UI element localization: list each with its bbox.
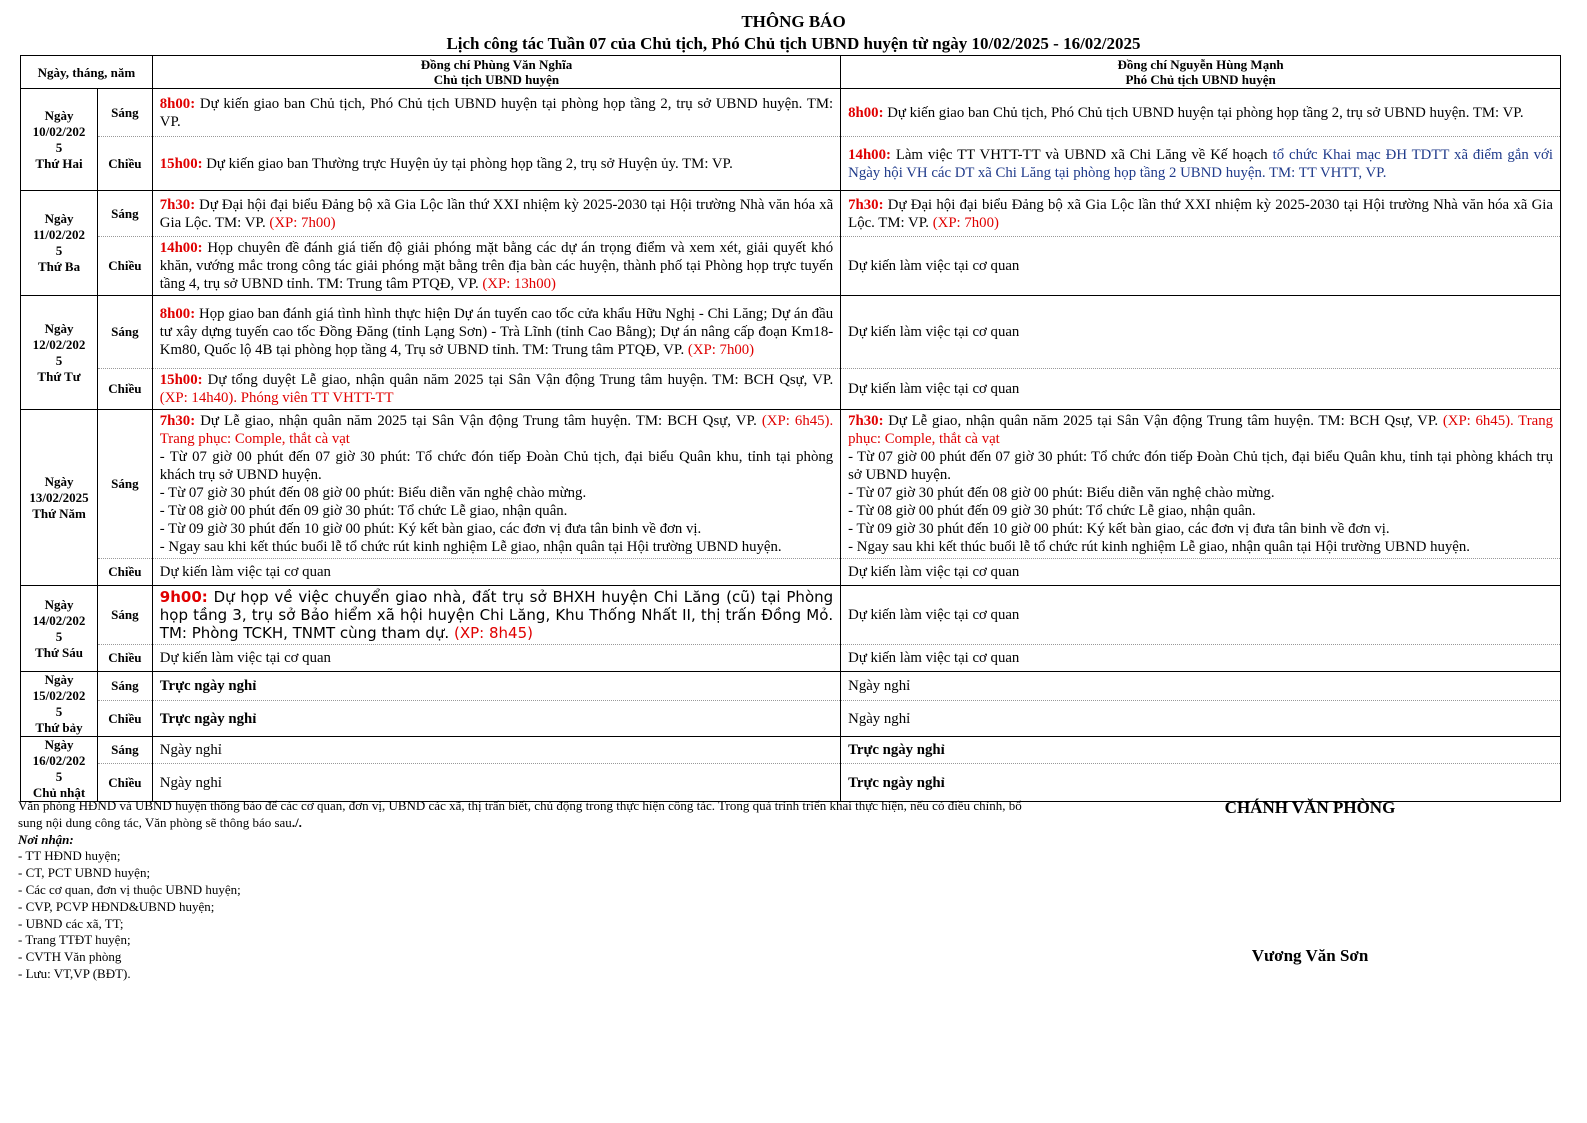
schedule-entry: Trực ngày nghỉ	[152, 701, 840, 737]
day-label: Ngày	[44, 596, 74, 612]
person2-name: Đồng chí Nguyễn Hùng Mạnh	[1117, 57, 1284, 72]
day-cell	[21, 737, 98, 802]
day-cell	[21, 296, 98, 410]
table-row	[21, 645, 1561, 672]
person2-role: Phó Chủ tịch UBND huyện	[1125, 72, 1276, 87]
table-row	[21, 737, 1561, 764]
day-date-cont: 5	[55, 769, 63, 784]
session-afternoon: Chiều	[98, 559, 153, 586]
day-date-cont: 5	[55, 243, 63, 258]
recipient-item: - Trang TTĐT huyện;	[18, 932, 131, 948]
day-label: Ngày	[44, 107, 74, 123]
session-afternoon: Chiều	[98, 701, 153, 737]
day-date: 13/02/2025	[29, 489, 89, 505]
day-date-cont: 5	[55, 704, 63, 719]
table-row	[21, 701, 1561, 737]
schedule-line: - Từ 07 giờ 30 phút đến 08 giờ 00 phút: Biểu diễn văn nghệ chào mừng.	[848, 485, 1275, 501]
day-label: Ngày	[44, 473, 74, 489]
recipient-item: - CT, PCT UBND huyện;	[18, 865, 151, 881]
day-cell	[21, 586, 98, 672]
schedule-entry: Ngày nghỉ	[841, 701, 1561, 737]
day-label: Ngày	[44, 672, 74, 687]
schedule-line: - Từ 08 giờ 00 phút đến 09 giờ 30 phút: Tổ chức Lễ giao, nhận quân.	[848, 503, 1256, 519]
schedule-entry: Dự kiến làm việc tại cơ quan	[841, 645, 1561, 672]
footer	[18, 798, 1048, 983]
schedule-entry: Ngày nghỉ	[152, 737, 840, 764]
schedule-entry: 7h30: Dự Lễ giao, nhận quân năm 2025 tại Sân Vận động Trung tâm huyện. TM: BCH Qsự, VP. (XP: 6h45). Trang phục: Comple, thắt cà vạt - Từ 07 giờ 00 phút đến 07 giờ 30 phút: Tổ chức đón tiếp Đoàn Chủ tịch, đại biểu Quân khu, tỉnh tại phòng khách trụ sở UBND huyện. - Từ 07 giờ 30 phút đến 08 giờ 00 phút: Biểu diễn văn nghệ chào mừng. - Từ 08 giờ 00 phút đến 09 giờ 30 phút: Tổ chức Lễ giao, nhận quân. - Từ 09 giờ 30 phút đến 10 giờ 00 phút: Ký kết bàn giao, các đơn vị đưa tân binh về đơn vị. - Ngay sau khi kết thúc buổi lễ tổ chức rút kinh nghiệm Lễ giao, nhận quân tại Hội trường UBND huyện.	[152, 410, 840, 559]
recipient-item: - CVTH Văn phòng	[18, 949, 122, 965]
table-row	[21, 672, 1561, 701]
schedule-entry: Ngày nghỉ	[152, 764, 840, 802]
page-subtitle: Lịch công tác Tuần 07 của Chủ tịch, Phó Chủ tịch UBND huyện từ ngày 10/02/2025 - 16/02/2025	[446, 34, 1141, 53]
schedule-entry: Dự kiến làm việc tại cơ quan	[841, 559, 1561, 586]
table-row	[21, 764, 1561, 802]
day-date-cont: 5	[55, 628, 63, 644]
schedule-line: - Từ 09 giờ 30 phút đến 10 giờ 00 phút: Ký kết bàn giao, các đơn vị đưa tân binh về đơn vị.	[848, 521, 1390, 537]
day-date: 10/02/202	[32, 123, 86, 139]
schedule-line: - Từ 08 giờ 00 phút đến 09 giờ 30 phút: Tổ chức Lễ giao, nhận quân.	[159, 503, 568, 519]
day-cell	[21, 672, 98, 737]
person2-column-header	[841, 56, 1561, 89]
session-afternoon: Chiều	[98, 645, 153, 672]
day-date: 16/02/202	[32, 753, 86, 768]
day-label: Ngày	[44, 320, 74, 336]
day-weekday: Thứ Năm	[32, 505, 86, 521]
signer-title: CHÁNH VĂN PHÒNG	[1224, 798, 1396, 817]
day-date: 11/02/202	[33, 227, 86, 242]
recipient-item: - TT HĐND huyện;	[18, 848, 121, 864]
recipient-item: - Các cơ quan, đơn vị thuộc UBND huyện;	[18, 881, 241, 897]
session-morning: Sáng	[98, 737, 153, 764]
schedule-entry: Trực ngày nghỉ	[841, 737, 1561, 764]
table-row	[21, 296, 1561, 369]
schedule-line: - Từ 07 giờ 30 phút đến 08 giờ 00 phút: Biểu diễn văn nghệ chào mừng.	[159, 485, 587, 501]
schedule-entry: 14h00: Họp chuyên đề đánh giá tiến độ giải phóng mặt bằng các dự án trọng điểm và xem xét, giải quyết khó khăn, vướng mắc trong công tác giải phóng mặt bằng trên địa bàn các huyện, thành phố tại Phòng họp trực tuyến tầng 4, trụ sở UBND tỉnh. TM: Trung tâm PTQĐ, VP. (XP: 13h00)	[152, 237, 840, 296]
recipients-title: Nơi nhận:	[18, 831, 74, 847]
schedule-entry: Dự kiến làm việc tại cơ quan	[152, 559, 840, 586]
schedule-entry: 7h30: Dự Lễ giao, nhận quân năm 2025 tại Sân Vận động Trung tâm huyện. TM: BCH Qsự, VP. (XP: 6h45). Trang phục: Comple, thắt cà vạt - Từ 07 giờ 00 phút đến 07 giờ 30 phút: Tổ chức đón tiếp Đoàn Chủ tịch, đại biểu Quân khu, tỉnh tại phòng khách trụ sở UBND huyện. - Từ 07 giờ 30 phút đến 08 giờ 00 phút: Biểu diễn văn nghệ chào mừng. - Từ 08 giờ 00 phút đến 09 giờ 30 phút: Tổ chức Lễ giao, nhận quân. - Từ 09 giờ 30 phút đến 10 giờ 00 phút: Ký kết bàn giao, các đơn vị đưa tân binh về đơn vị. - Ngay sau khi kết thúc buổi lễ tổ chức rút kinh nghiệm Lễ giao, nhận quân tại Hội trường UBND huyện.	[841, 410, 1561, 559]
schedule-entry: 14h00: Làm việc TT VHTT-TT và UBND xã Chi Lăng về Kế hoạch tổ chức Khai mạc ĐH TDTT xã điểm gắn với Ngày hội VH các DT xã Chi Lăng tại phòng họp tầng 2 UBND huyện. TM: TT VHTT, VP.	[841, 137, 1561, 191]
table-row	[21, 369, 1561, 410]
schedule-table	[20, 55, 1561, 802]
schedule-entry: Dự kiến làm việc tại cơ quan	[841, 369, 1561, 410]
schedule-entry: Trực ngày nghỉ	[152, 672, 840, 701]
table-row	[21, 410, 1561, 559]
schedule-line: - Ngay sau khi kết thúc buổi lễ tổ chức rút kinh nghiệm Lễ giao, nhận quân tại Hội trường UBND huyện.	[159, 539, 782, 555]
table-row	[21, 191, 1561, 237]
schedule-entry: 7h30: Dự Đại hội đại biểu Đảng bộ xã Gia Lộc lần thứ XXI nhiệm kỳ 2025-2030 tại Hội trường Nhà văn hóa xã Gia Lộc. TM: VP. (XP: 7h00)	[152, 191, 840, 237]
recipient-item: - Lưu: VT,VP (BĐT).	[18, 965, 131, 981]
session-afternoon: Chiều	[98, 764, 153, 802]
day-weekday: Thứ Ba	[37, 259, 81, 274]
schedule-entry: 8h00: Dự kiến giao ban Chủ tịch, Phó Chủ tịch UBND huyện tại phòng họp tầng 2, trụ sở UBND huyện. TM: VP.	[841, 89, 1561, 137]
person1-column-header	[152, 56, 840, 89]
session-morning: Sáng	[98, 191, 153, 237]
day-weekday: Thứ bảy	[35, 720, 83, 735]
schedule-line: - Ngay sau khi kết thúc buổi lễ tổ chức rút kinh nghiệm Lễ giao, nhận quân tại Hội trường UBND huyện.	[848, 539, 1470, 555]
day-date: 14/02/202	[32, 612, 86, 628]
table-row	[21, 586, 1561, 645]
schedule-entry: 8h00: Dự kiến giao ban Chủ tịch, Phó Chủ tịch UBND huyện tại phòng họp tầng 2, trụ sở UBND huyện. TM: VP.	[152, 89, 840, 137]
table-row	[21, 89, 1561, 137]
schedule-line: - Từ 09 giờ 30 phút đến 10 giờ 00 phút: Ký kết bàn giao, các đơn vị đưa tân binh về đơn vị.	[159, 521, 702, 537]
table-row	[21, 137, 1561, 191]
session-morning: Sáng	[98, 89, 153, 137]
session-morning: Sáng	[98, 410, 153, 559]
footer-note: Văn phòng HĐND và UBND huyện thông báo để các cơ quan, đơn vị, UBND các xã, thị trấn biết, chủ động trong thực hiện công tác. Trong quá trình triển khai thực hiện, nếu có điều chỉnh, bổ sung nội dung công tác, Văn phòng sẽ thông báo sau./.	[18, 798, 1022, 830]
schedule-entry: 7h30: Dự Đại hội đại biểu Đảng bộ xã Gia Lộc lần thứ XXI nhiệm kỳ 2025-2030 tại Hội trường Nhà văn hóa xã Gia Lộc. TM: VP. (XP: 7h00)	[841, 191, 1561, 237]
table-header-row	[21, 56, 1561, 89]
schedule-entry: 15h00: Dự tổng duyệt Lễ giao, nhận quân năm 2025 tại Sân Vận động Trung tâm huyện. TM: BCH Qsự, VP. (XP: 14h40). Phóng viên TT VHTT-TT	[152, 369, 840, 410]
person1-role: Chủ tịch UBND huyện	[433, 72, 560, 87]
table-row	[21, 559, 1561, 586]
schedule-line: - Từ 07 giờ 00 phút đến 07 giờ 30 phút: Tổ chức đón tiếp Đoàn Chủ tịch, đại biểu Quân khu, tỉnh tại phòng khách trụ sở UBND huyện.	[159, 449, 834, 483]
schedule-entry: 9h00: Dự họp về việc chuyển giao nhà, đất trụ sở BHXH huyện Chi Lăng (cũ) tại Phòng họp tầng 3, trụ sở Bảo hiểm xã hội huyện Chi Lăng, Khu Thống Nhất II, thị trấn Đồng Mỏ. TM: Phòng TCKH, TNMT cùng tham dự. (XP: 8h45)	[152, 586, 840, 645]
schedule-entry: 15h00: Dự kiến giao ban Thường trực Huyện ủy tại phòng họp tầng 2, trụ sở Huyện ủy. TM: VP.	[152, 137, 840, 191]
day-weekday: Thứ Tư	[37, 368, 81, 384]
page-title: THÔNG BÁO	[741, 12, 846, 31]
schedule-entry: Trực ngày nghỉ	[841, 764, 1561, 802]
day-weekday: Thứ Hai	[35, 155, 83, 171]
day-date: 12/02/202	[32, 336, 86, 352]
day-date: 15/02/202	[32, 688, 86, 703]
schedule-entry: Dự kiến làm việc tại cơ quan	[841, 296, 1561, 369]
schedule-entry: 8h00: Họp giao ban đánh giá tình hình thực hiện Dự án tuyến cao tốc cửa khẩu Hữu Nghị - Chi Lăng; Dự án đầu tư xây dựng tuyến cao tốc Đồng Đăng (tỉnh Lạng Sơn) - Trà Lĩnh (tỉnh Cao Bằng); Dự án nâng cấp đoạn Km18-Km80, Quốc lộ 4B tại phòng họp tầng 4, Trụ sở UBND tỉnh. TM: Trung tâm PTQĐ, VP. (XP: 7h00)	[152, 296, 840, 369]
session-morning: Sáng	[98, 672, 153, 701]
day-weekday: Thứ Sáu	[35, 644, 83, 660]
day-label: Ngày	[44, 737, 74, 752]
recipient-item: - CVP, PCVP HĐND&UBND huyện;	[18, 898, 215, 914]
day-date-cont: 5	[55, 139, 63, 155]
date-column-header: Ngày, tháng, năm	[21, 56, 153, 89]
session-morning: Sáng	[98, 586, 153, 645]
day-date-cont: 5	[55, 352, 63, 368]
signer-name: Vương Văn Sơn	[1251, 946, 1369, 965]
table-row	[21, 237, 1561, 296]
schedule-entry: Dự kiến làm việc tại cơ quan	[841, 237, 1561, 296]
schedule-line: - Từ 07 giờ 00 phút đến 07 giờ 30 phút: Tổ chức đón tiếp Đoàn Chủ tịch, đại biểu Quân khu, tỉnh tại phòng khách trụ sở UBND huyện.	[848, 449, 1553, 483]
session-afternoon: Chiều	[98, 237, 153, 296]
schedule-entry: Dự kiến làm việc tại cơ quan	[841, 586, 1561, 645]
schedule-entry: Dự kiến làm việc tại cơ quan	[152, 645, 840, 672]
day-label: Ngày	[44, 211, 74, 226]
session-afternoon: Chiều	[98, 137, 153, 191]
day-cell	[21, 410, 98, 586]
day-cell	[21, 191, 98, 296]
recipient-item: - UBND các xã, TT;	[18, 915, 124, 931]
session-afternoon: Chiều	[98, 369, 153, 410]
day-weekday: Chủ nhật	[32, 785, 86, 800]
session-morning: Sáng	[98, 296, 153, 369]
schedule-entry: Ngày nghỉ	[841, 672, 1561, 701]
person1-name: Đồng chí Phùng Văn Nghĩa	[420, 57, 573, 72]
day-cell	[21, 89, 98, 191]
